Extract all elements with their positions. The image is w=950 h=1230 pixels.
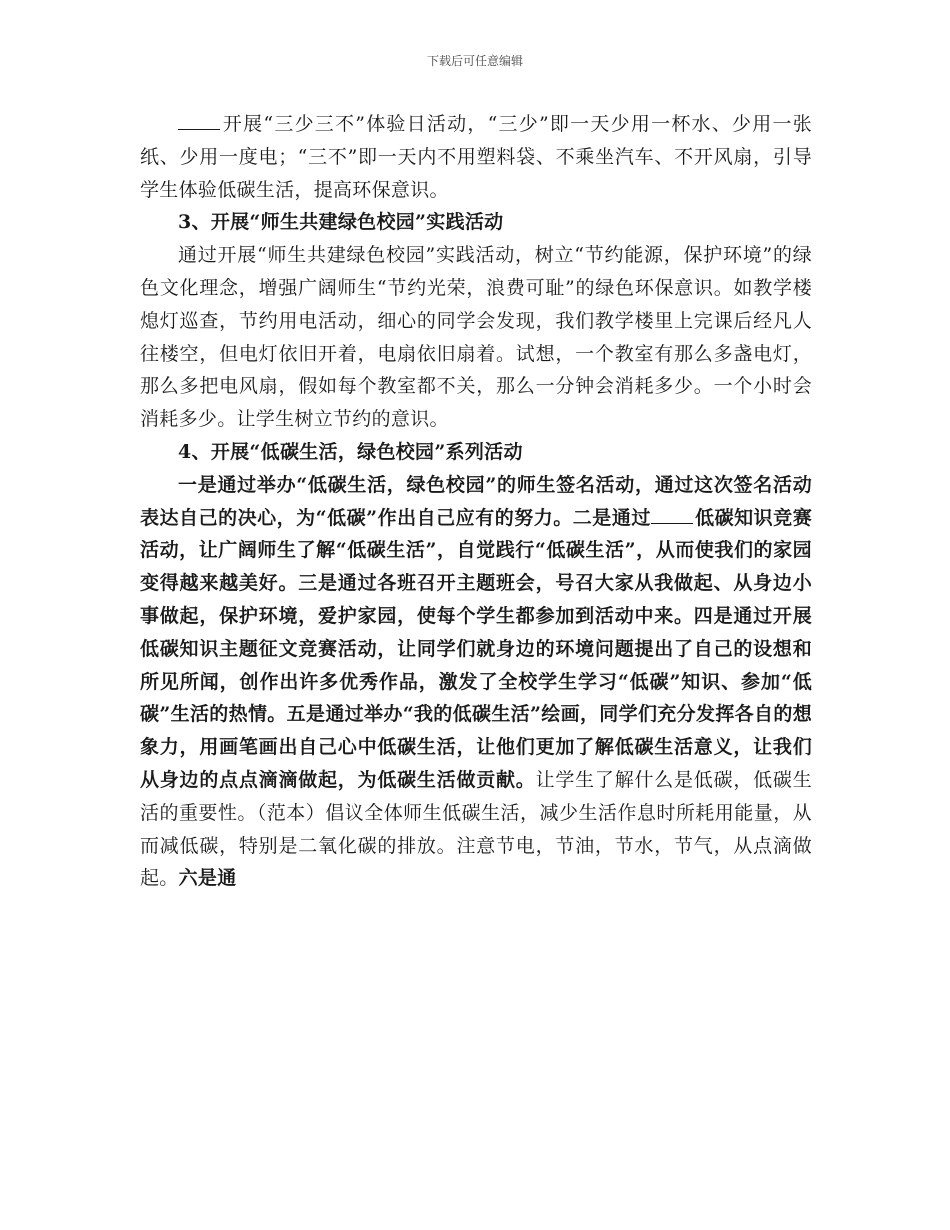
paragraph-green-campus: 通过开展“师生共建绿色校园”实践活动，树立“节约能源，保护环境”的绿色文化理念，增强广阔师生“节约光荣，浪费可耻”的绿色环保意识。如教学楼熄灯巡查，节约用电活动，细心的同学会发现，我们教学楼里上完课后经凡人往楼空，但电灯依旧开着，电扇依旧扇着。试想，一个教室有那么多盏电灯，那么多把电风扇，假如每个教室都不关，那么一分钟会消耗多少。一个小时会消耗多少。让学生树立节约的意识。 — [140, 244, 812, 431]
bold-text-b: 低碳知识竞赛活动，让广阔师生了解“低碳生活”，自觉践行“低碳生活”，从而使我们的家园变得越来越美好。三是通过各班召开主题班会，号召大家从我做起、从身边小事做起，保护环境，爱护家园，使每个学生都参加到活动中来。四是通过开展低碳知识主题征文竞赛活动，让同学们就身边的环境问题提出了自己的设想和所见所闻，创作出许多优秀作品，激发了全校学生学习“低碳”知识、参加“低碳”生活的热情。五是通过举办“我的低碳生活”绘画，同学们充分发挥各自的想象力，用画笔画出自己心中低碳生活，让他们更加了解低碳生活意义，让我们从身边的点点滴滴做起，为低碳生活做贡献。 — [140, 506, 812, 791]
bold-text-a: 一是通过举办“低碳生活，绿色校园”的师生签名活动，通过这次签名活动表达自己的决心，为“低碳”作出自己应有的努力。二是通过 — [140, 473, 812, 529]
section-heading-3: 3、开展“师生共建绿色校园”实践活动 — [178, 211, 504, 234]
section-heading-4: 4、开展“低碳生活，绿色校园”系列活动 — [178, 440, 523, 463]
normal-text: 让学生了解什么是低碳，低碳生活的重要性。（范本）倡议全体师生低碳生活，减少生活作息时所耗用能量，从而减低碳，特别是二氧化碳的排放。注意节电，节油，节水，节气，从点滴做起。 — [140, 768, 812, 890]
blank-underline — [178, 128, 220, 130]
page-header: 下载后可任意编辑 — [426, 54, 523, 68]
paragraph-low-carbon-activities — [140, 469, 812, 895]
blank-underline — [651, 522, 693, 524]
document-body — [140, 108, 812, 895]
bold-text-c: 六是通 — [178, 867, 237, 890]
paragraph-three-less-three-not — [140, 108, 812, 206]
paragraph-text: 开展“三少三不”体验日活动，“三少”即一天少用一杯水、少用一张纸、少用一度电；“三不”即一天内不用塑料袋、不乘坐汽车、不开风扇，引导学生体验低碳生活，提高环保意识。 — [140, 113, 812, 201]
